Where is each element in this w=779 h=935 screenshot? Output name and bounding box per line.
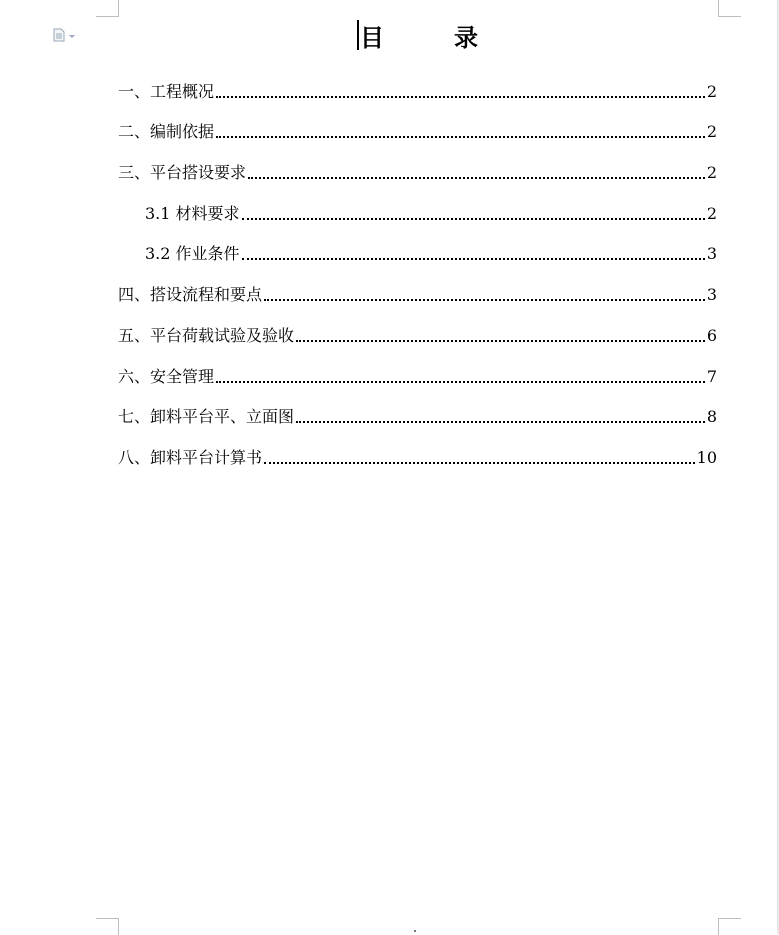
toc-entry-page: 7 [706, 366, 717, 386]
toc-entry-label: 五、平台荷载试验及验收 [118, 325, 295, 345]
toc-entry-label: 3.1 材料要求 [145, 203, 240, 223]
crop-mark-bottom-left [96, 918, 119, 935]
toc-entry[interactable] [118, 145, 717, 186]
table-of-contents [118, 64, 717, 471]
title-part-2: 录 [454, 24, 478, 52]
chevron-down-icon [69, 35, 75, 38]
toc-entry-label: 3.2 作业条件 [145, 244, 240, 264]
toc-entry-page: 8 [706, 407, 717, 427]
toc-entry[interactable] [118, 430, 717, 471]
toc-entry-page: 3 [706, 285, 717, 305]
toc-entry[interactable] [118, 349, 717, 390]
toc-leader [264, 462, 695, 464]
text-cursor [357, 20, 359, 50]
toc-leader [216, 136, 705, 138]
toc-entry-label: 七、卸料平台平、立面图 [118, 407, 295, 427]
toc-entry[interactable] [118, 308, 717, 349]
toc-leader [216, 381, 705, 383]
crop-mark-top-right [718, 0, 741, 17]
toc-entry-label: 八、卸料平台计算书 [118, 447, 263, 467]
toc-entry-label: 六、安全管理 [118, 366, 215, 386]
toc-leader [264, 299, 705, 301]
toc-leader [296, 340, 705, 342]
paragraph-options-button[interactable] [53, 27, 83, 43]
title-part-1: 目 [360, 24, 384, 52]
page-marker [414, 930, 416, 932]
toc-entry-page: 6 [706, 325, 717, 345]
toc-leader [242, 258, 705, 260]
crop-mark-bottom-right [718, 918, 741, 935]
toc-entry[interactable] [118, 267, 717, 308]
toc-entry-label: 一、工程概况 [118, 81, 215, 101]
toc-entry-page: 2 [706, 163, 717, 183]
toc-subentry[interactable] [118, 227, 717, 268]
toc-entry-page: 2 [706, 122, 717, 142]
toc-leader [242, 218, 705, 220]
toc-leader [296, 421, 705, 423]
document-icon [53, 28, 65, 42]
toc-entry[interactable] [118, 390, 717, 431]
toc-entry-page: 2 [706, 81, 717, 101]
toc-leader [248, 177, 705, 179]
toc-entry-label: 四、搭设流程和要点 [118, 285, 263, 305]
toc-entry-page: 10 [696, 447, 717, 467]
toc-leader [216, 96, 705, 98]
toc-entry-page: 3 [706, 244, 717, 264]
crop-mark-top-left [96, 0, 119, 17]
toc-entry-label: 三、平台搭设要求 [118, 163, 247, 183]
toc-subentry[interactable] [118, 186, 717, 227]
toc-entry[interactable] [118, 64, 717, 105]
toc-entry-page: 2 [706, 203, 717, 223]
toc-entry-label: 二、编制依据 [118, 122, 215, 142]
toc-entry[interactable] [118, 105, 717, 146]
